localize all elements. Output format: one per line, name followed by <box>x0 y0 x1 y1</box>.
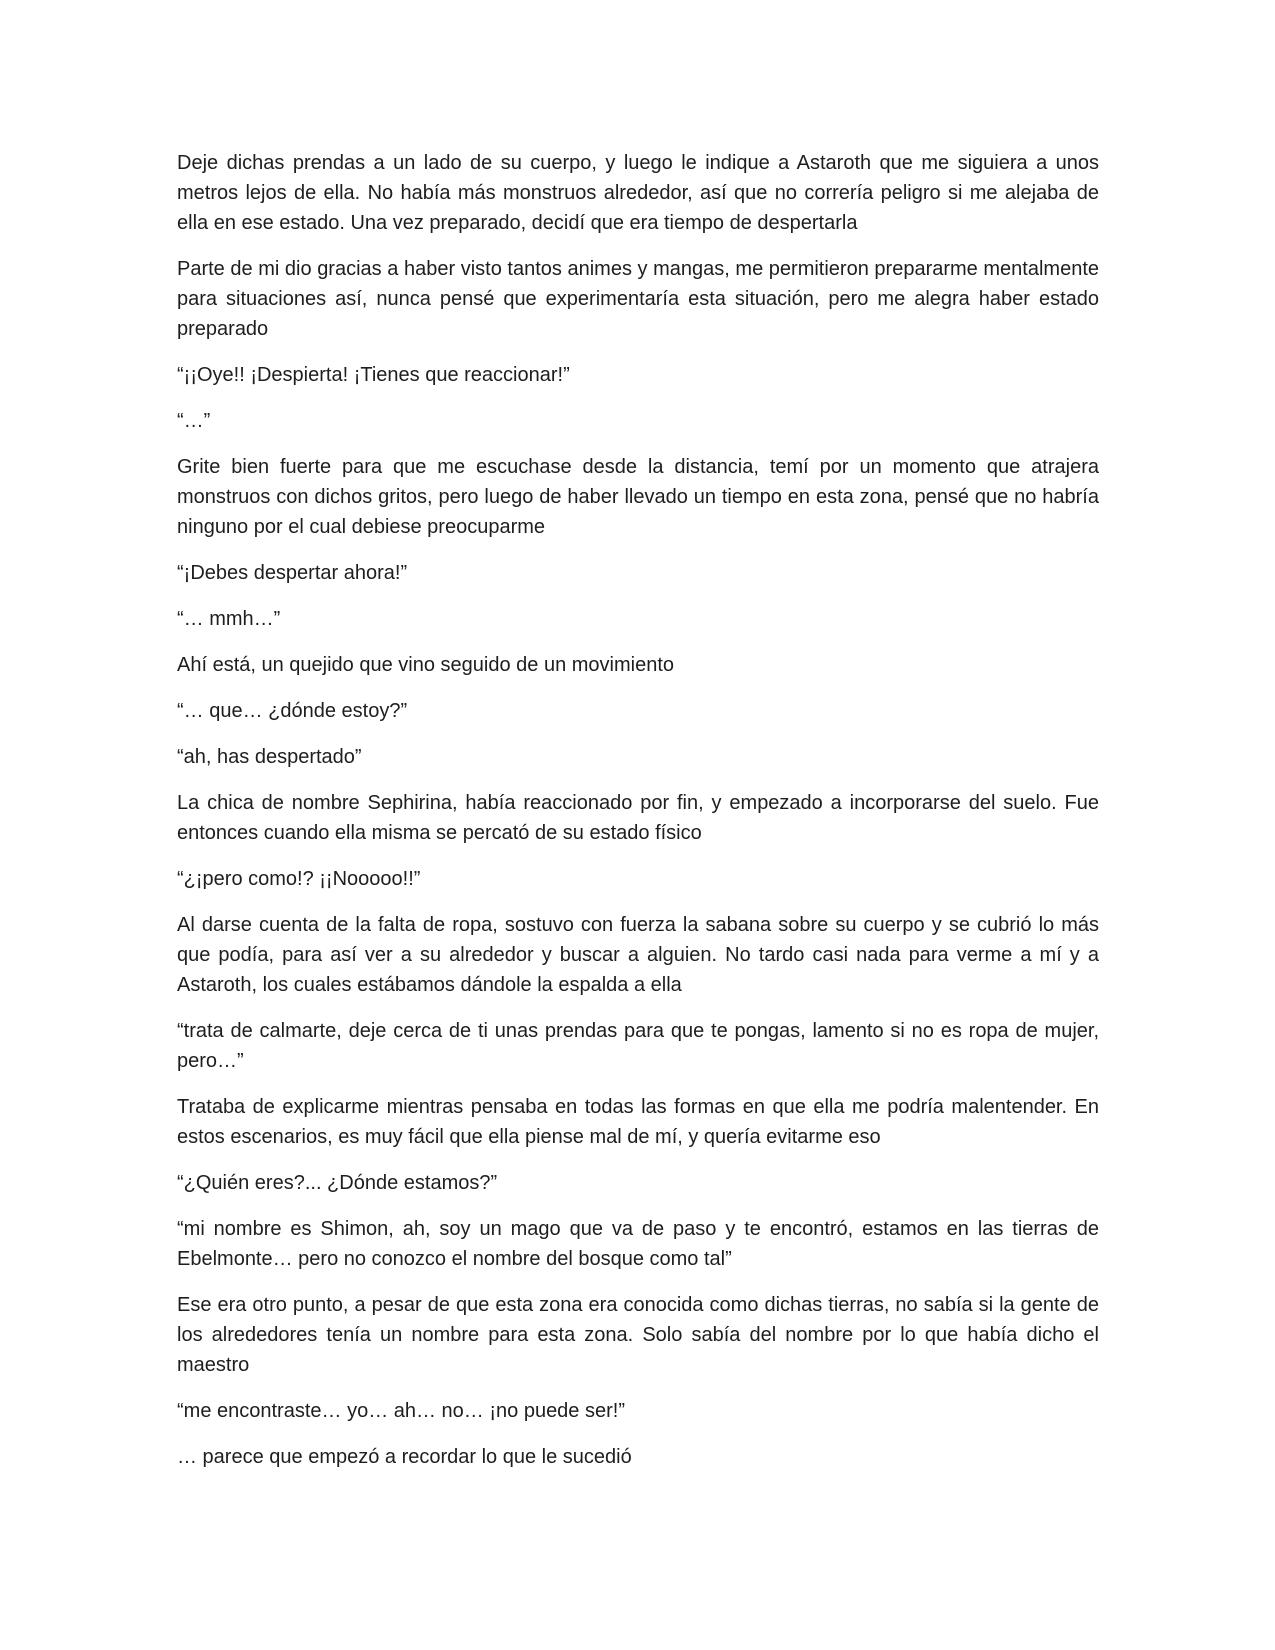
paragraph: Ahí está, un quejido que vino seguido de un movimiento <box>177 654 675 676</box>
dialogue-line: “¡¡Oye!! ¡Despierta! ¡Tienes que reaccionar!” <box>177 364 570 386</box>
dialogue-line: “¿¡pero como!? ¡¡Nooooo!!” <box>177 868 421 890</box>
paragraph: Parte de mi dio gracias a haber visto tantos animes y mangas, me permitieron prepararme mentalmente para situaciones así, nunca pensé que experimentaría esta situación, pero me alegra haber estado preparado <box>177 258 1099 340</box>
dialogue-line: “¿Quién eres?... ¿Dónde estamos?” <box>177 1172 498 1194</box>
dialogue-line: “… mmh…” <box>177 608 281 630</box>
paragraph: Ese era otro punto, a pesar de que esta zona era conocida como dichas tierras, no sabía si la gente de los alrededores tenía un nombre para esta zona. Solo sabía del nombre por lo que había dicho el maestro <box>177 1294 1099 1376</box>
dialogue-line: “…” <box>177 410 211 432</box>
paragraph: Grite bien fuerte para que me escuchase desde la distancia, temí por un momento que atrajera monstruos con dichos gritos, pero luego de haber llevado un tiempo en esta zona, pensé que no habría ninguno por el cual debiese preocuparme <box>177 456 1099 538</box>
dialogue-line: “trata de calmarte, deje cerca de ti unas prendas para que te pongas, lamento si no es ropa de mujer, pero…” <box>177 1020 1099 1072</box>
document-body <box>177 148 1099 1488</box>
dialogue-line: “me encontraste… yo… ah… no… ¡no puede ser!” <box>177 1400 625 1422</box>
paragraph: Trataba de explicarme mientras pensaba en todas las formas en que ella me podría malentender. En estos escenarios, es muy fácil que ella piense mal de mí, y quería evitarme eso <box>177 1096 1099 1148</box>
dialogue-line: “ah, has despertado” <box>177 746 362 768</box>
paragraph: La chica de nombre Sephirina, había reaccionado por fin, y empezado a incorporarse del suelo. Fue entonces cuando ella misma se percató de su estado físico <box>177 792 1099 844</box>
paragraph: Deje dichas prendas a un lado de su cuerpo, y luego le indique a Astaroth que me siguiera a unos metros lejos de ella. No había más monstruos alrededor, así que no correría peligro si me alejaba de ella en ese estado. Una vez preparado, decidí que era tiempo de despertarla <box>177 152 1099 234</box>
paragraph: … parece que empezó a recordar lo que le sucedió <box>177 1446 632 1468</box>
dialogue-line: “¡Debes despertar ahora!” <box>177 562 408 584</box>
paragraph: Al darse cuenta de la falta de ropa, sostuvo con fuerza la sabana sobre su cuerpo y se cubrió lo más que podía, para así ver a su alrededor y buscar a alguien. No tardo casi nada para verme a mí y a Astaroth, los cuales estábamos dándole la espalda a ella <box>177 914 1099 996</box>
dialogue-line: “… que… ¿dónde estoy?” <box>177 700 408 722</box>
dialogue-line: “mi nombre es Shimon, ah, soy un mago que va de paso y te encontró, estamos en las tierras de Ebelmonte… pero no conozco el nombre del bosque como tal” <box>177 1218 1099 1270</box>
